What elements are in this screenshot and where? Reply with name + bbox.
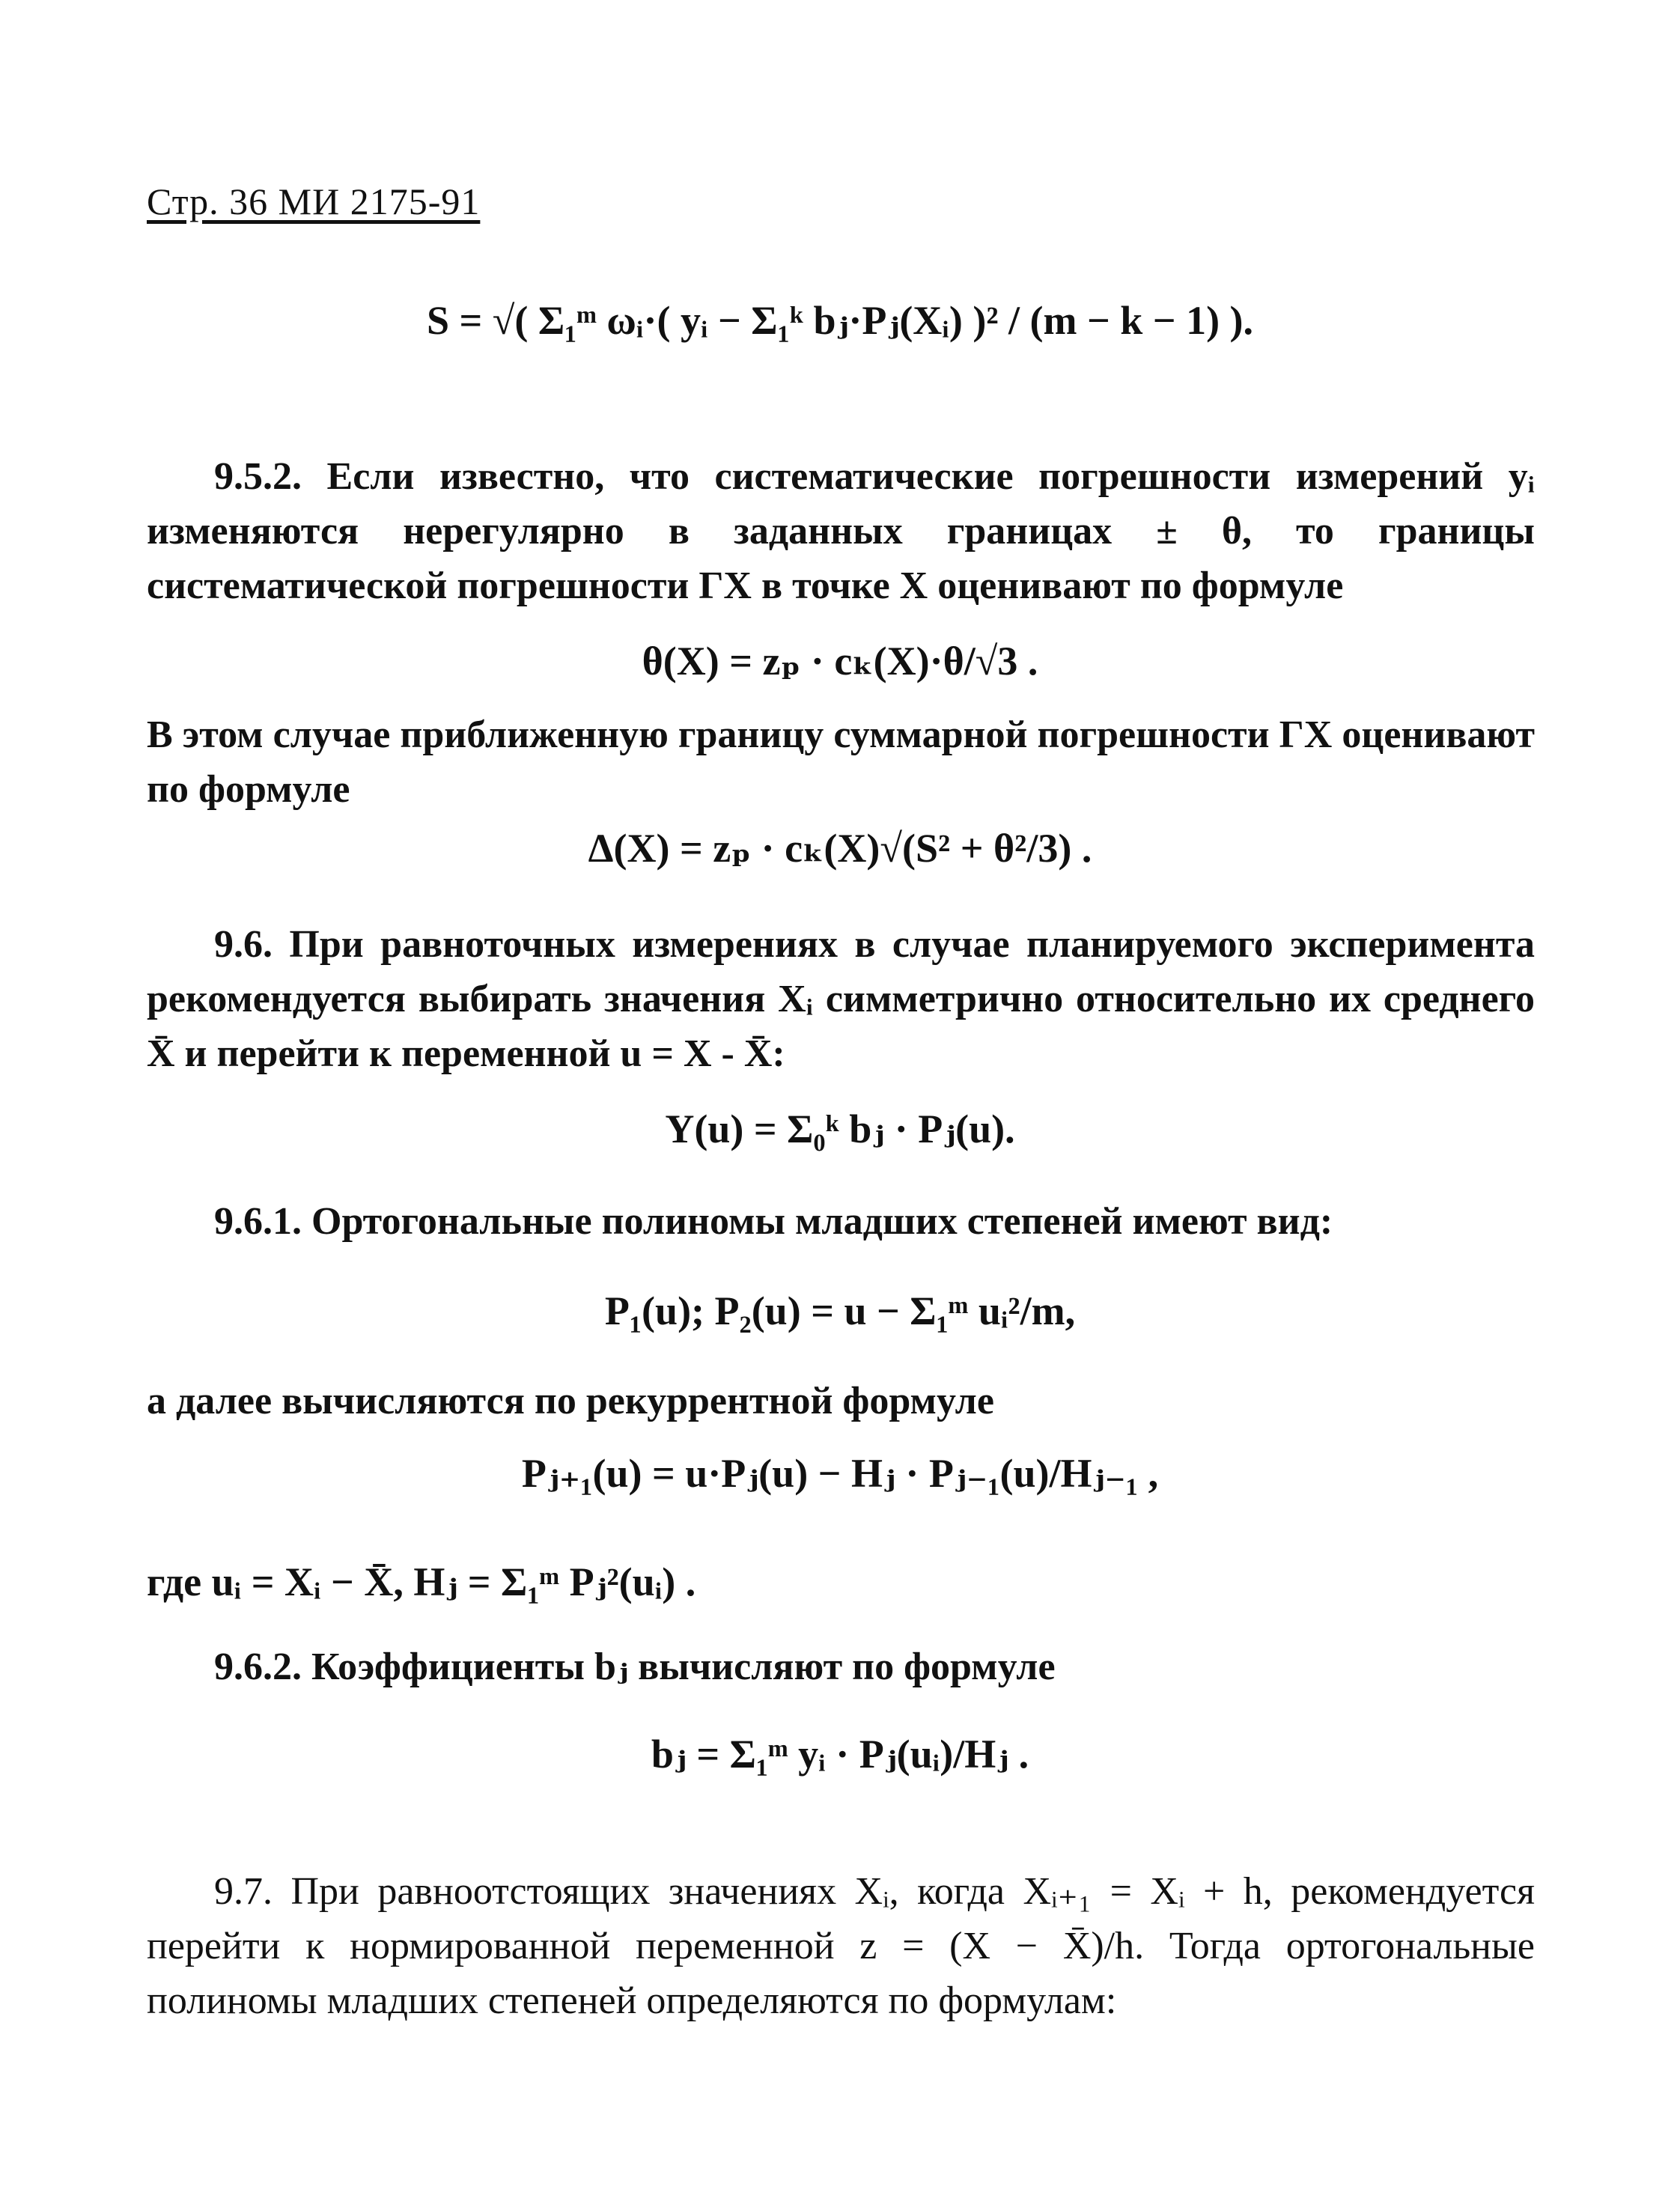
formula-y: [0, 1104, 1680, 1152]
formula-s: [0, 296, 1680, 344]
formula-p-text: P₁(u); P₂(u) = u − Σ₁ᵐ uᵢ²/m,: [604, 1288, 1076, 1333]
formula-theta-text: θ(X) = zₚ · cₖ(X)·θ/√3 .: [642, 639, 1038, 684]
formula-recurrent-text: Pⱼ₊₁(u) = u·Pⱼ(u) − Hⱼ · Pⱼ₋₁(u)/Hⱼ₋₁ ,: [521, 1451, 1159, 1496]
formula-delta-text: Δ(X) = zₚ · cₖ(X)√(S² + θ²/3) .: [588, 826, 1092, 871]
formula-p: [0, 1288, 1680, 1334]
paragraph-9-6-2: 9.6.2. Коэффициенты bⱼ вычисляют по формуле: [214, 1646, 1056, 1688]
paragraph-9-6: 9.6. При равноточных измерениях в случае планируемого эксперимента рекомендуется выбирать значения Xᵢ симметрично относительно их среднего X̄ и перейти к переменной u = X - X̄:: [147, 923, 1535, 1075]
formula-theta: [0, 636, 1680, 684]
formula-delta: [0, 824, 1680, 871]
formula-where-text: где uᵢ = Xᵢ − X̄, Hⱼ = Σ₁ᵐ Pⱼ²(uᵢ) .: [147, 1559, 696, 1604]
paragraph-case: В этом случае приближенную границу суммарной погрешности ГХ оценивают по формуле: [147, 713, 1535, 811]
paragraph-9-7: 9.7. При равноотстоящих значениях Xᵢ, когда Xᵢ₊₁ = Xᵢ + h, рекомендуется перейти к нормированной переменной z = (X − X̄)/h. Тогда ортогональные полиномы младших степеней определяются по формулам:: [147, 1870, 1535, 2022]
formula-y-text: Y(u) = Σ₀ᵏ bⱼ · Pⱼ(u).: [665, 1106, 1015, 1151]
formula-where: [147, 1557, 1535, 1605]
paragraph-further: а далее вычисляются по рекуррентной формуле: [147, 1380, 994, 1422]
formula-s-text: S = √( Σ₁ᵐ ωᵢ·( yᵢ − Σ₁ᵏ bⱼ·Pⱼ(Xᵢ) )² / (m − k − 1) ).: [426, 298, 1254, 343]
formula-recurrent: [0, 1449, 1680, 1497]
paragraph-9-6-1: 9.6.1. Ортогональные полиномы младших степеней имеют вид:: [214, 1200, 1333, 1243]
page-header: Стр. 36 МИ 2175-91: [147, 180, 481, 222]
formula-b-text: bⱼ = Σ₁ᵐ yᵢ · Pⱼ(uᵢ)/Hⱼ .: [651, 1732, 1029, 1777]
paragraph-9-5-2: 9.5.2. Если известно, что систематические погрешности измерений yᵢ изменяются нерегулярно в заданных границах ± θ, то границы систематической погрешности ГХ в точке X оценивают по формуле: [147, 455, 1535, 607]
formula-b: [0, 1729, 1680, 1777]
